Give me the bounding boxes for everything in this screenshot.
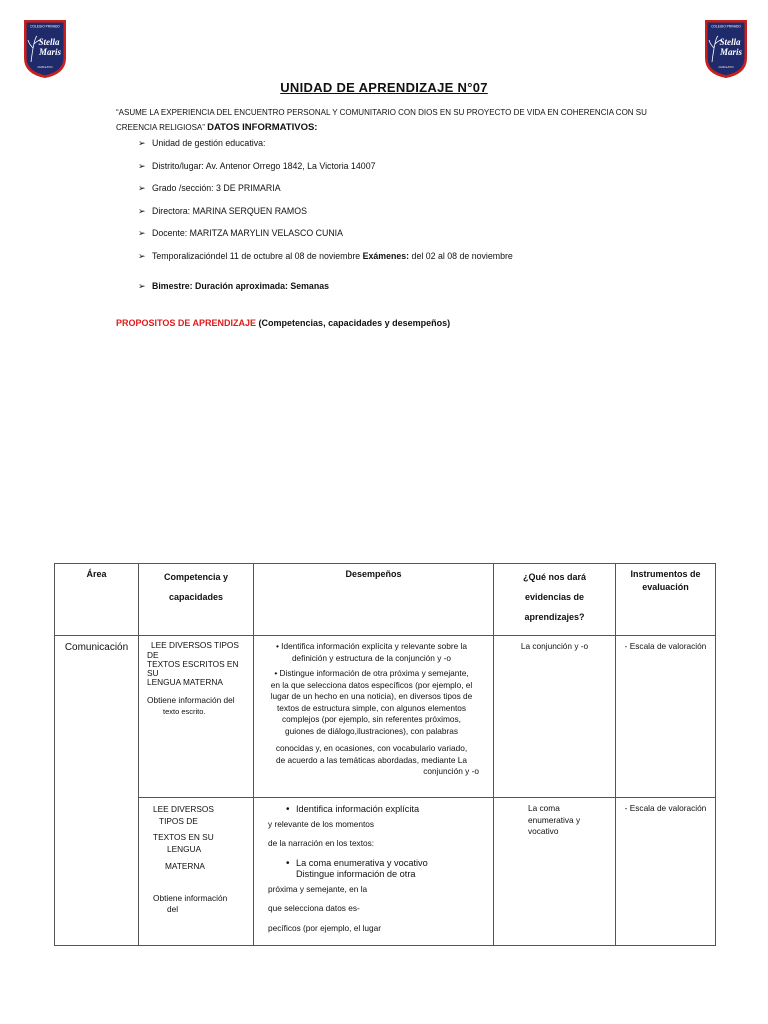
quote-line-2 — [116, 120, 676, 135]
bullet-icon: • — [286, 804, 290, 815]
svg-text:Stella: Stella — [38, 37, 60, 47]
learning-purposes-table — [54, 563, 716, 946]
bullet-icon: • — [286, 857, 290, 869]
desempeno-bullet-item: • La coma enumerativa y vocativo — [286, 857, 428, 869]
evidencias-cell: La conjunción y -o — [494, 636, 616, 798]
svg-text:Maris: Maris — [38, 47, 62, 57]
svg-text:CHICLAYO: CHICLAYO — [37, 65, 53, 69]
info-item-bimestre — [138, 281, 329, 292]
info-item-distrito — [138, 161, 375, 172]
info-directora-text: Directora: MARINA SERQUEN RAMOS — [152, 206, 307, 216]
header-desempenos: Desempeños — [254, 564, 494, 636]
info-item-unidad — [138, 138, 265, 149]
arrow-bullet-icon: ➢ — [138, 161, 146, 171]
svg-text:Maris: Maris — [719, 47, 743, 57]
school-crest-logo-right — [703, 18, 749, 80]
purpose-red-title: PROPOSITOS DE APRENDIZAJE — [116, 318, 257, 328]
competencia-cell: LEE DIVERSOS TIPOS DE TEXTOS ESCRITOS EN SU LENGUA MATERNA Obtiene información del texto escrito. — [139, 636, 254, 798]
desempenos-cell: • Identifica información explícita y relevante sobre la definición y estructura de la conjunción y -o • Distingue información de otra próxima y semejante, en la que selecciona datos específicos (por ejemplo, el lugar de un hecho en una noticia), en diversos tipos de textos de estructura simple, con algunos elementos complejos (por ejemplo, sin referentes próximos, guiones de diálogo,ilustraciones), con palabras conocidas y, en ocasiones, con vocabulario variado, de acuerdo a las temáticas abordadas, mediante La conjunción y -o — [254, 636, 494, 798]
header-area: Área — [55, 564, 139, 636]
datos-informativos-label: DATOS INFORMATIVOS: — [207, 122, 318, 133]
info-distrito-text: Distrito/lugar: Av. Antenor Orrego 1842, La Victoria 14007 — [152, 161, 376, 171]
school-crest-logo-left — [22, 18, 68, 80]
header-instrumentos: Instrumentos de evaluación — [616, 564, 716, 636]
table-header-row — [55, 564, 716, 636]
arrow-bullet-icon: ➢ — [138, 251, 146, 261]
table-row — [55, 636, 716, 798]
info-bimestre-text: Bimestre: Duración aproximada: Semanas — [152, 281, 329, 291]
purpose-subtitle: (Competencias, capacidades y desempeños) — [258, 318, 451, 328]
competencia-cell: LEE DIVERSOS TIPOS DE TEXTOS EN SU LENGUA MATERNA Obtiene información del — [139, 798, 254, 946]
purpose-heading — [116, 318, 450, 328]
arrow-bullet-icon: ➢ — [138, 138, 146, 148]
arrow-bullet-icon: ➢ — [138, 281, 146, 291]
examenes-value: del 02 al 08 de noviembre — [411, 251, 513, 261]
arrow-bullet-icon: ➢ — [138, 183, 146, 193]
quote-line-1: “ASUME LA EXPERIENCIA DEL ENCUENTRO PERSONAL Y COMUNITARIO CON DIOS EN SU PROYECTO DE VIDA EN COHERENCIA CON SU — [116, 108, 647, 117]
instrumentos-cell: - Escala de valoración — [616, 798, 716, 946]
info-docente-text: Docente: MARITZA MARYLIN VELASCO CUNIA — [152, 228, 343, 238]
unit-quote — [116, 105, 676, 135]
desempeno-bullet-item: • Identifica información explícita — [286, 804, 420, 815]
arrow-bullet-icon: ➢ — [138, 228, 146, 238]
info-grado-text: Grado /sección: 3 DE PRIMARIA — [152, 183, 281, 193]
arrow-bullet-icon: ➢ — [138, 206, 146, 216]
document-title: UNIDAD DE APRENDIZAJE N°07 — [280, 80, 488, 95]
table-row — [55, 798, 716, 946]
evidencias-cell: La coma enumerativa y vocativo — [494, 798, 616, 946]
svg-text:Stella: Stella — [719, 37, 741, 47]
header-evidencias: ¿Qué nos dará evidencias de aprendizajes? — [494, 564, 616, 636]
info-item-docente — [138, 228, 343, 239]
examenes-label: Exámenes: — [362, 251, 410, 261]
header-competencia: Competencia y capacidades — [139, 564, 254, 636]
instrumentos-cell: - Escala de valoración — [616, 636, 716, 798]
desempenos-cell: • Identifica información explícita y relevante de los momentos de la narración en los textos: • La coma enumerativa y vocativo Distingue información de otra próxima y semejante, en la que selecciona datos es- pecíficos (por ejemplo, el lugar — [254, 798, 494, 946]
info-unidad-text: Unidad de gestión educativa: — [152, 138, 266, 148]
info-item-temporalizacion — [138, 251, 513, 262]
area-cell: Comunicación — [55, 636, 139, 946]
info-item-directora — [138, 206, 307, 217]
info-temporalizacion-text: Temporalizacióndel 11 de octubre al 08 de noviembre — [152, 251, 361, 261]
svg-text:COLEGIO PRIVADO: COLEGIO PRIVADO — [711, 24, 741, 29]
svg-text:CHICLAYO: CHICLAYO — [718, 65, 734, 69]
quote-line-2-text: CREENCIA RELIGIOSA” — [116, 123, 205, 132]
svg-text:COLEGIO PRIVADO: COLEGIO PRIVADO — [30, 24, 60, 29]
info-item-grado — [138, 183, 281, 194]
